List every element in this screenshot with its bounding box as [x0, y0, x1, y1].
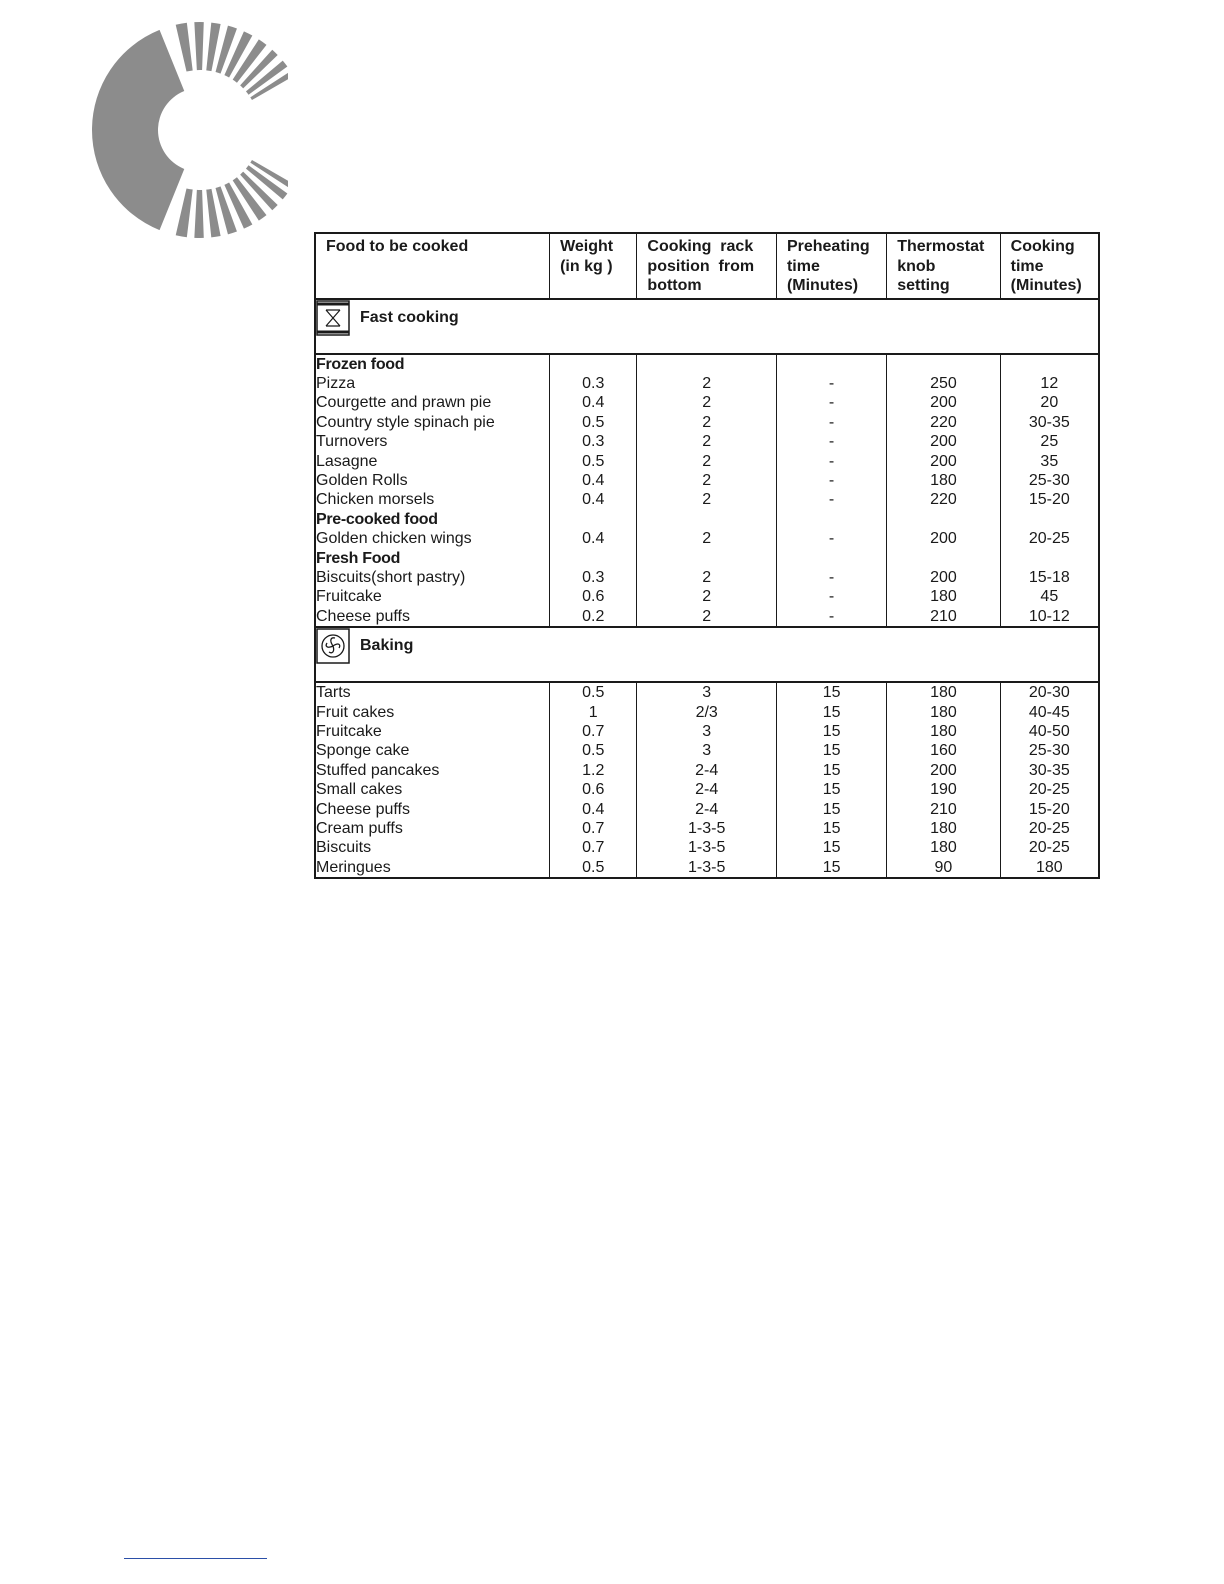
- preheating-time: -: [776, 471, 886, 490]
- thermostat-setting: 160: [887, 741, 1000, 760]
- weight-value: 0.5: [550, 741, 637, 760]
- section-row-fast: [315, 299, 1099, 354]
- rack-position: 2-4: [637, 800, 777, 819]
- food-name: Biscuits: [315, 838, 550, 857]
- food-name: Courgette and prawn pie: [315, 393, 550, 412]
- empty-cell: [550, 354, 637, 374]
- food-name: Tarts: [315, 682, 550, 702]
- preheating-time: -: [776, 568, 886, 587]
- table-row: [315, 858, 1099, 878]
- preheating-time: 15: [776, 761, 886, 780]
- empty-cell: [550, 510, 637, 529]
- rack-position: 2: [637, 607, 777, 627]
- preheating-time: 15: [776, 838, 886, 857]
- category-row: [315, 354, 1099, 374]
- rack-position: 2: [637, 452, 777, 471]
- cooking-time: 40-45: [1000, 703, 1099, 722]
- section-cell: [315, 627, 1099, 682]
- preheating-time: -: [776, 607, 886, 627]
- thermostat-setting: 190: [887, 780, 1000, 799]
- cooking-time: 12: [1000, 374, 1099, 393]
- cooking-time: 30-35: [1000, 413, 1099, 432]
- thermostat-setting: 200: [887, 432, 1000, 451]
- food-name: Turnovers: [315, 432, 550, 451]
- table-row: [315, 413, 1099, 432]
- rack-position: 3: [637, 722, 777, 741]
- thermostat-setting: 180: [887, 819, 1000, 838]
- empty-cell: [550, 549, 637, 568]
- rack-position: 2: [637, 393, 777, 412]
- weight-value: 1: [550, 703, 637, 722]
- sunburst-logo: [88, 20, 288, 240]
- cooking-time: 20-25: [1000, 838, 1099, 857]
- logo-ray: [194, 22, 203, 70]
- weight-value: 0.6: [550, 587, 637, 606]
- thermostat-setting: 210: [887, 800, 1000, 819]
- thermostat-setting: 220: [887, 490, 1000, 509]
- weight-value: 0.6: [550, 780, 637, 799]
- table-row: [315, 682, 1099, 702]
- thermostat-setting: 250: [887, 374, 1000, 393]
- thermostat-setting: 200: [887, 761, 1000, 780]
- cooking-time: 10-12: [1000, 607, 1099, 627]
- empty-cell: [637, 549, 777, 568]
- food-name: Fruitcake: [315, 722, 550, 741]
- table-row: [315, 374, 1099, 393]
- thermostat-setting: 90: [887, 858, 1000, 878]
- thermostat-setting: 180: [887, 722, 1000, 741]
- baking-fan-icon: [316, 628, 350, 664]
- food-name: Cheese puffs: [315, 800, 550, 819]
- logo-ray: [194, 190, 203, 238]
- weight-value: 0.7: [550, 819, 637, 838]
- header-preheating-time: Preheating time (Minutes): [776, 233, 886, 299]
- section-title: Fast cooking: [360, 308, 459, 326]
- rack-position: 1-3-5: [637, 858, 777, 878]
- logo-ray: [176, 23, 193, 72]
- food-name: Fruit cakes: [315, 703, 550, 722]
- food-name: Biscuits(short pastry): [315, 568, 550, 587]
- cooking-time: 30-35: [1000, 761, 1099, 780]
- category-label: Fresh Food: [315, 549, 550, 568]
- category-label: Pre-cooked food: [315, 510, 550, 529]
- preheating-time: 15: [776, 703, 886, 722]
- preheating-time: -: [776, 432, 886, 451]
- thermostat-setting: 200: [887, 452, 1000, 471]
- thermostat-setting: 210: [887, 607, 1000, 627]
- rack-position: 2: [637, 587, 777, 606]
- preheating-time: 15: [776, 741, 886, 760]
- cooking-time: 25-30: [1000, 471, 1099, 490]
- preheating-time: -: [776, 374, 886, 393]
- food-name: Small cakes: [315, 780, 550, 799]
- cooking-time: 20-25: [1000, 819, 1099, 838]
- cooking-time: 20-30: [1000, 682, 1099, 702]
- thermostat-setting: 180: [887, 838, 1000, 857]
- rack-position: 2/3: [637, 703, 777, 722]
- cooking-table: [314, 232, 1100, 879]
- rack-position: 3: [637, 682, 777, 702]
- table-row: [315, 800, 1099, 819]
- weight-value: 0.3: [550, 568, 637, 587]
- empty-cell: [887, 510, 1000, 529]
- empty-cell: [887, 549, 1000, 568]
- weight-value: 0.3: [550, 432, 637, 451]
- weight-value: 0.7: [550, 838, 637, 857]
- rack-position: 2: [637, 568, 777, 587]
- food-name: Sponge cake: [315, 741, 550, 760]
- cooking-time: 40-50: [1000, 722, 1099, 741]
- preheating-time: -: [776, 393, 886, 412]
- empty-cell: [637, 354, 777, 374]
- header-rack-position: Cooking rack position from bottom: [637, 233, 777, 299]
- empty-cell: [776, 354, 886, 374]
- food-name: Fruitcake: [315, 587, 550, 606]
- cooking-time: 20: [1000, 393, 1099, 412]
- thermostat-setting: 200: [887, 393, 1000, 412]
- empty-cell: [637, 510, 777, 529]
- logo-ray: [176, 188, 193, 237]
- table-row: [315, 838, 1099, 857]
- weight-value: 0.5: [550, 413, 637, 432]
- table-row: [315, 819, 1099, 838]
- rack-position: 3: [637, 741, 777, 760]
- cooking-time: 45: [1000, 587, 1099, 606]
- category-row: [315, 549, 1099, 568]
- preheating-time: -: [776, 490, 886, 509]
- food-name: Meringues: [315, 858, 550, 878]
- food-name: Cream puffs: [315, 819, 550, 838]
- empty-cell: [776, 549, 886, 568]
- preheating-time: 15: [776, 819, 886, 838]
- rack-position: 2: [637, 490, 777, 509]
- weight-value: 0.4: [550, 471, 637, 490]
- preheating-time: -: [776, 529, 886, 548]
- cooking-time: 25-30: [1000, 741, 1099, 760]
- food-name: Country style spinach pie: [315, 413, 550, 432]
- weight-value: 0.5: [550, 452, 637, 471]
- food-name: Golden Rolls: [315, 471, 550, 490]
- thermostat-setting: 180: [887, 703, 1000, 722]
- thermostat-setting: 200: [887, 568, 1000, 587]
- thermostat-setting: 180: [887, 471, 1000, 490]
- cooking-time: 15-20: [1000, 490, 1099, 509]
- empty-cell: [1000, 549, 1099, 568]
- cooking-time: 15-18: [1000, 568, 1099, 587]
- fast-cooking-icon: [316, 300, 350, 336]
- section-title: Baking: [360, 637, 414, 655]
- preheating-time: -: [776, 413, 886, 432]
- preheating-time: 15: [776, 722, 886, 741]
- rack-position: 2: [637, 529, 777, 548]
- weight-value: 0.5: [550, 858, 637, 878]
- preheating-time: 15: [776, 800, 886, 819]
- preheating-time: 15: [776, 858, 886, 878]
- rack-position: 2-4: [637, 761, 777, 780]
- cooking-time: 180: [1000, 858, 1099, 878]
- food-name: Pizza: [315, 374, 550, 393]
- weight-value: 0.5: [550, 682, 637, 702]
- category-row: [315, 510, 1099, 529]
- weight-value: 0.3: [550, 374, 637, 393]
- header-cooking-time: Cooking time (Minutes): [1000, 233, 1099, 299]
- header-weight: Weight (in kg ): [550, 233, 637, 299]
- logo-arc: [92, 30, 184, 230]
- cooking-time: 15-20: [1000, 800, 1099, 819]
- preheating-time: -: [776, 587, 886, 606]
- preheating-time: -: [776, 452, 886, 471]
- food-name: Cheese puffs: [315, 607, 550, 627]
- rack-position: 2: [637, 413, 777, 432]
- table-row: [315, 432, 1099, 451]
- weight-value: 0.4: [550, 800, 637, 819]
- table-row: [315, 490, 1099, 509]
- weight-value: 1.2: [550, 761, 637, 780]
- rack-position: 1-3-5: [637, 838, 777, 857]
- weight-value: 0.7: [550, 722, 637, 741]
- cooking-time: 25: [1000, 432, 1099, 451]
- thermostat-setting: 180: [887, 682, 1000, 702]
- food-name: Chicken morsels: [315, 490, 550, 509]
- table-row: [315, 741, 1099, 760]
- weight-value: 0.2: [550, 607, 637, 627]
- cooking-time: 20-25: [1000, 780, 1099, 799]
- section-row-baking: [315, 627, 1099, 682]
- empty-cell: [887, 354, 1000, 374]
- weight-value: 0.4: [550, 393, 637, 412]
- footer-rule: [124, 1558, 267, 1559]
- weight-value: 0.4: [550, 490, 637, 509]
- rack-position: 2: [637, 432, 777, 451]
- empty-cell: [776, 510, 886, 529]
- header-food: Food to be cooked: [315, 233, 550, 299]
- table-row: [315, 393, 1099, 412]
- empty-cell: [1000, 354, 1099, 374]
- category-label: Frozen food: [315, 354, 550, 374]
- food-name: Lasagne: [315, 452, 550, 471]
- table-row: [315, 761, 1099, 780]
- thermostat-setting: 220: [887, 413, 1000, 432]
- header-thermostat: Thermostat knob setting: [887, 233, 1000, 299]
- table-row: [315, 780, 1099, 799]
- rack-position: 2: [637, 471, 777, 490]
- thermostat-setting: 180: [887, 587, 1000, 606]
- preheating-time: 15: [776, 780, 886, 799]
- rack-position: 2-4: [637, 780, 777, 799]
- table-row: [315, 587, 1099, 606]
- empty-cell: [1000, 510, 1099, 529]
- food-name: Golden chicken wings: [315, 529, 550, 548]
- table-row: [315, 471, 1099, 490]
- section-cell: [315, 299, 1099, 354]
- cooking-time: 20-25: [1000, 529, 1099, 548]
- thermostat-setting: 200: [887, 529, 1000, 548]
- table-row: [315, 703, 1099, 722]
- table-row: [315, 568, 1099, 587]
- header-row: [315, 233, 1099, 299]
- cooking-time: 35: [1000, 452, 1099, 471]
- weight-value: 0.4: [550, 529, 637, 548]
- food-name: Stuffed pancakes: [315, 761, 550, 780]
- rack-position: 2: [637, 374, 777, 393]
- table-row: [315, 529, 1099, 548]
- table-row: [315, 607, 1099, 627]
- rack-position: 1-3-5: [637, 819, 777, 838]
- table-row: [315, 452, 1099, 471]
- preheating-time: 15: [776, 682, 886, 702]
- table-row: [315, 722, 1099, 741]
